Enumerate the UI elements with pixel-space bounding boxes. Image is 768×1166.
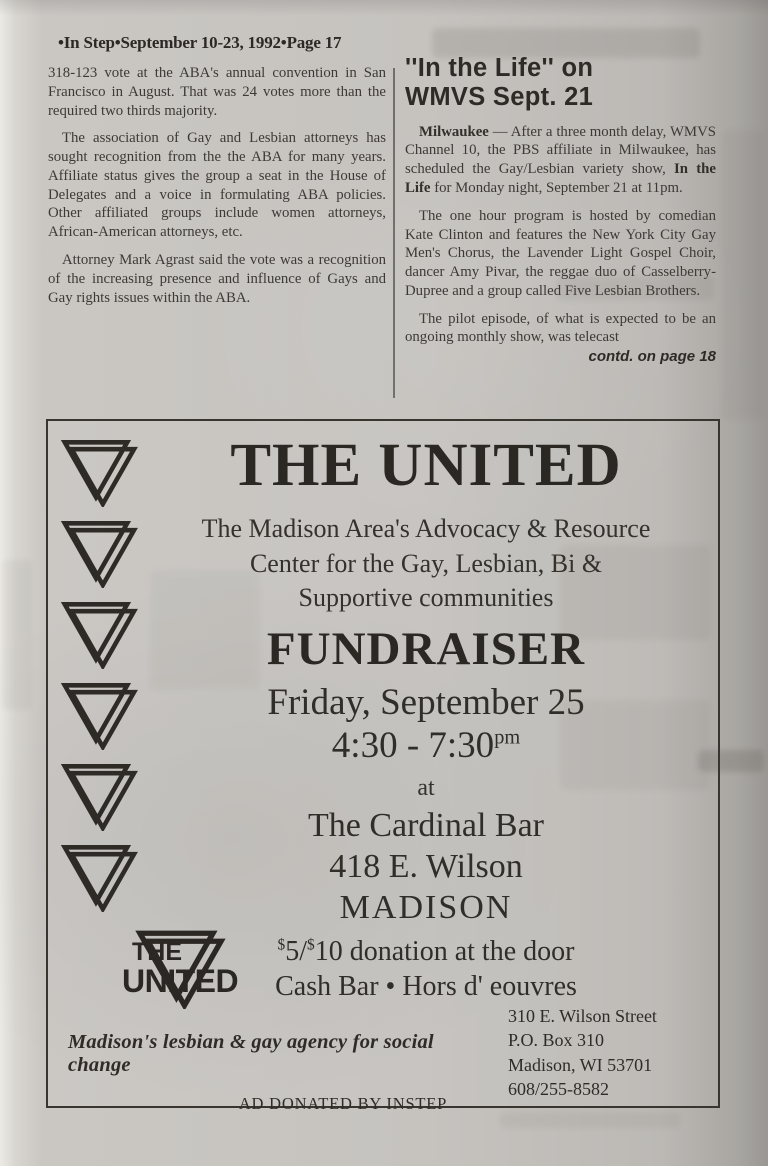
masthead: •In Step•September 10-23, 1992•Page 17 bbox=[58, 33, 342, 52]
ad-event-date: Friday, September 25 bbox=[267, 682, 585, 724]
ad-at-word: at bbox=[417, 774, 435, 801]
contact-line: Madison, WI 53701 bbox=[508, 1054, 653, 1075]
paragraph-text: for Monday night, September 21 at 11pm. bbox=[434, 179, 683, 196]
donation-text: 5/ bbox=[285, 936, 308, 968]
article-paragraph: 318-123 vote at the ABA's annual convention in San Francisco in August. That was 24 votes more than the required two thirds majority. bbox=[48, 65, 386, 119]
ad-event-time bbox=[156, 725, 696, 768]
time-suffix: pm bbox=[494, 726, 521, 749]
inverted-triangle-icon bbox=[60, 599, 138, 669]
logo-word-united: UNITED bbox=[122, 962, 239, 999]
triangle-logo-column bbox=[60, 437, 239, 1009]
ad-city: MADISON bbox=[339, 888, 513, 926]
contact-line: P.O. Box 310 bbox=[508, 1030, 605, 1051]
the-united-logo bbox=[60, 927, 300, 1009]
bleed-through-smudge bbox=[500, 1112, 680, 1128]
article-paragraph: The pilot episode, of what is expected to be an ongoing monthly show, was telecast bbox=[405, 310, 716, 346]
the-united-logo-text bbox=[122, 938, 239, 999]
ad-title: THE UNITED bbox=[230, 432, 622, 499]
inverted-triangle-icon bbox=[60, 842, 138, 912]
article-paragraph: The association of Gay and Lesbian attorneys has sought recognition from the the ABA for many years. Affiliate status gives the group a seat in the House of Delegates and a voice in formulating ABA policies. Other affiliated groups include women attorneys, African-American attorneys, etc. bbox=[48, 130, 386, 241]
inverted-triangle-icon bbox=[60, 680, 138, 750]
inverted-triangle-icon bbox=[60, 761, 138, 831]
ad-subtitle-line: Supportive communities bbox=[298, 583, 554, 613]
ad-bottom-row bbox=[68, 1003, 708, 1114]
continued-notice: contd. on page 18 bbox=[588, 348, 716, 366]
paragraph-text: After a three month delay, WMVS Channel 10, the PBS affiliate in Milwaukee, has scheduled the Gay/Lesbian variety show, bbox=[405, 123, 716, 178]
contact-line: 608/255-8582 bbox=[508, 1079, 609, 1100]
show-title: In the Life bbox=[405, 161, 716, 196]
ad-street: 418 E. Wilson bbox=[329, 847, 523, 885]
column-divider-rule bbox=[393, 68, 395, 398]
dollar-sign: $ bbox=[307, 937, 315, 954]
inverted-triangle-icon bbox=[60, 437, 138, 507]
ad-cash-bar-line: Cash Bar • Hors d' eouvres bbox=[275, 971, 577, 1003]
article-paragraph: Attorney Mark Agrast said the vote was a recognition of the increasing presence and influence of Gays and Gay rights issues within the ABA. bbox=[48, 252, 386, 306]
article-paragraph bbox=[405, 123, 716, 198]
dateline: Milwaukee bbox=[419, 123, 489, 140]
ad-copy bbox=[156, 421, 696, 1004]
ad-event-name: FUNDRAISER bbox=[266, 622, 586, 675]
article-aba-vote bbox=[48, 64, 386, 316]
contact-line: 310 E. Wilson Street bbox=[508, 1006, 657, 1026]
ad-subtitle-line: Center for the Gay, Lesbian, Bi & bbox=[249, 548, 603, 578]
article-paragraph: The one hour program is hosted by comedian Kate Clinton and features the New York City Gay Men's Chorus, the Lavender Light Gospel Choir, dancer Amy Pivar, the reggae duo of Casselberry-Dupree and a group called Five Lesbian Brothers. bbox=[405, 207, 716, 299]
ad-donated-by: AD DONATED BY INSTEP bbox=[238, 1094, 448, 1113]
headline-line: WMVS Sept. 21 bbox=[405, 83, 594, 112]
article-headline bbox=[405, 54, 716, 113]
inverted-triangle-icon bbox=[60, 518, 138, 588]
logo-word-the: THE bbox=[132, 938, 182, 966]
fundraiser-ad bbox=[46, 419, 720, 1113]
bleed-through-smudge bbox=[2, 560, 32, 710]
time-text: 4:30 - 7:30 bbox=[331, 725, 495, 767]
donation-text: 10 donation at the door bbox=[314, 936, 575, 968]
dollar-sign: $ bbox=[277, 937, 286, 954]
bleed-through-smudge bbox=[722, 130, 764, 420]
headline-line: ''In the Life'' on bbox=[405, 54, 594, 82]
dateline-dash: — bbox=[492, 123, 508, 140]
ad-venue: The Cardinal Bar bbox=[307, 806, 545, 844]
ad-tagline: Madison's lesbian & gay agency for social change bbox=[68, 1031, 434, 1076]
ad-contact-block bbox=[508, 1003, 708, 1102]
ad-subtitle-line: The Madison Area's Advocacy & Resource bbox=[201, 514, 651, 543]
ad-bottom-left bbox=[68, 1003, 498, 1114]
article-in-the-life bbox=[405, 54, 716, 365]
